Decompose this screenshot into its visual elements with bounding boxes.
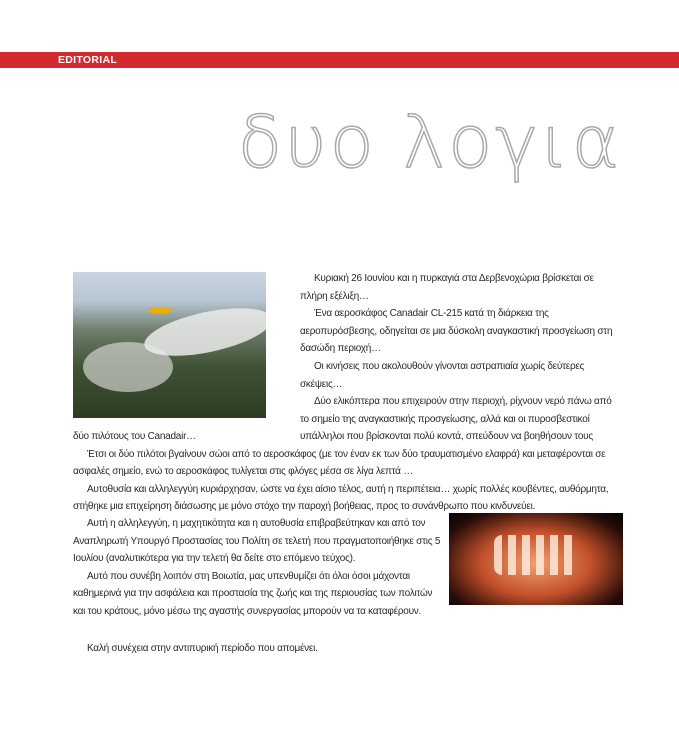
canadair-plane-shape — [149, 307, 171, 313]
section-header-bar — [0, 52, 679, 68]
paper-people-shape — [494, 535, 578, 575]
paragraph: δύο πιλότους του Canadair… — [73, 431, 196, 442]
page-title: δυο λογια — [238, 100, 623, 184]
section-label: EDITORIAL — [58, 54, 118, 66]
paragraph: Κυριακή 26 Ιουνίου και η πυρκαγιά στα Δερβενοχώρια βρίσκεται σε πλήρη εξέλιξη… — [300, 273, 594, 302]
paragraph: Έτσι οι δύο πιλότοι βγαίνουν σώοι από το αεροσκάφος (με τον έναν εκ των δύο τραυματισμένο ελαφρά) και μεταφέρονται σε ασφαλές σημείο, ενώ το αεροσκάφος τυλίγεται στις φλόγες μέσα σε λίγα λεπτά … — [73, 448, 606, 478]
paragraph: Οι κινήσεις που ακολουθούν γίνονται αστραπιαία χωρίς δεύτερες σκέψεις… — [300, 360, 585, 390]
paragraph: Καλή συνέχεια στην αντιπυρική περίοδο που απομένει. — [87, 643, 318, 654]
paragraph: Ένα αεροσκάφος Canadair CL-215 κατά τη διάρκεια της αεροπυρόσβεσης, οδηγείται σε μια δύσκολη αναγκαστική προσγείωση στη δασώδη περιοχή… — [300, 308, 613, 355]
article-block-1 — [300, 270, 620, 446]
hands-with-people-photo — [449, 513, 623, 605]
firefighting-plane-photo — [73, 272, 266, 418]
paragraph: Αυτοθυσία και αλληλεγγύη κυριάρχησαν, ώστε να έχει αίσιο τέλος, αυτή η περιπέτεια… χωρίς πολλές κουβέντες, αυθόρμητα, στήθηκε μια επιχείρηση διάσωσης με μόνο στόχο την παροχή βοήθειας, προς το συνάνθρωπο που κινδυνεύει. — [73, 483, 609, 513]
article-block-3 — [73, 515, 445, 621]
article-block-2 — [73, 428, 628, 516]
paragraph: Δύο ελικόπτερα που επιχειρούν στην περιοχή, ρίχνουν νερό πάνω από το σημείο της αναγκαστικής προσγείωσης, αλλά και οι πυροσβεστικοί υπάλληλοι που βρίσκονται πολύ κοντά, σπεύδουν να βοηθήσουν τους — [300, 396, 612, 443]
article-closing — [73, 640, 473, 658]
paragraph: Αυτό που συνέβη λοιπόν στη Βοιωτία, μας υπενθυμίζει ότι όλοι όσοι μάχονται καθημερινά για την ασφάλεια και προστασία της ζωής και της περιουσίας των πολιτών και του κράτους, μόνο μέσω της αγαστής συνεργασίας μπορούν να τα καταφέρουν. — [73, 570, 433, 617]
paragraph: Αυτή η αλληλεγγύη, η μαχητικότητα και η αυτοθυσία επιβραβεύτηκαν και από τον Αναπληρωτή Υπουργό Προστασίας του Πολίτη σε τελετή που πραγματοποιήθηκε στις 5 Ιουλίου (αναλυτικότερα για την τελετή θα δείτε στο επόμενο τεύχος). — [73, 518, 441, 565]
